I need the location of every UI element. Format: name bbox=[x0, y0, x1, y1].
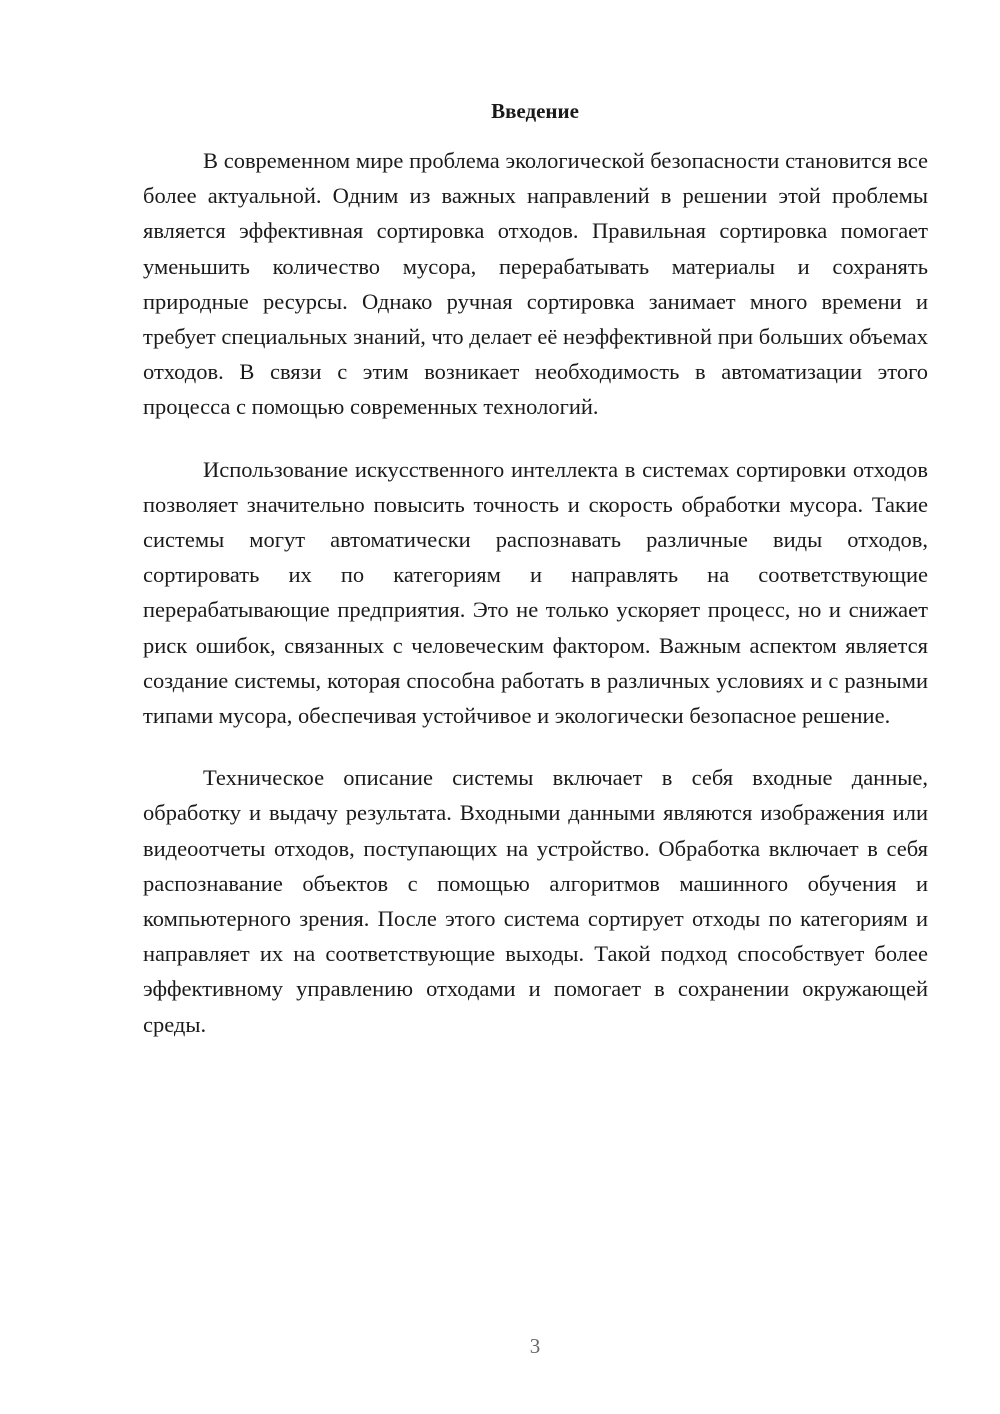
paragraph-1: В современном мире проблема экологической безопасности становится все более актуальной. Одним из важных направлений в решении этой проблемы является эффективная сортировка отходов. Правильная сортировка помогает уменьшить количество мусора, перерабатывать материалы и сохранять природные ресурсы. Однако ручная сортировка занимает много времени и требует специальных знаний, что делает её неэффективной при больших объемах отходов. В связи с этим возникает необходимость в автоматизации этого процесса с помощью современных технологий. bbox=[143, 148, 928, 420]
paragraph-3: Техническое описание системы включает в себя входные данные, обработку и выдачу результата. Входными данными являются изображения или видеоотчеты отходов, поступающих на устройство. Обработка включает в себя распознавание объектов с помощью алгоритмов машинного обучения и компьютерного зрения. После этого система сортирует отходы по категориям и направляет их на соответствующие выходы. Такой подход способствует более эффективному управлению отходами и помогает в сохранении окружающей среды. bbox=[143, 765, 928, 1037]
page-title: Введение bbox=[491, 99, 579, 123]
page-number: 3 bbox=[529, 1334, 541, 1358]
document-body bbox=[143, 143, 928, 1069]
paragraph-2: Использование искусственного интеллекта в системах сортировки отходов позволяет значительно повысить точность и скорость обработки мусора. Такие системы могут автоматически распознавать различные виды отходов, сортировать их по категориям и направлять на соответствующие перерабатывающие предприятия. Это не только ускоряет процесс, но и снижает риск ошибок, связанных с человеческим фактором. Важным аспектом является создание системы, которая способна работать в различных условиях и с разными типами мусора, обеспечивая устойчивое и экологически безопасное решение. bbox=[143, 456, 928, 729]
